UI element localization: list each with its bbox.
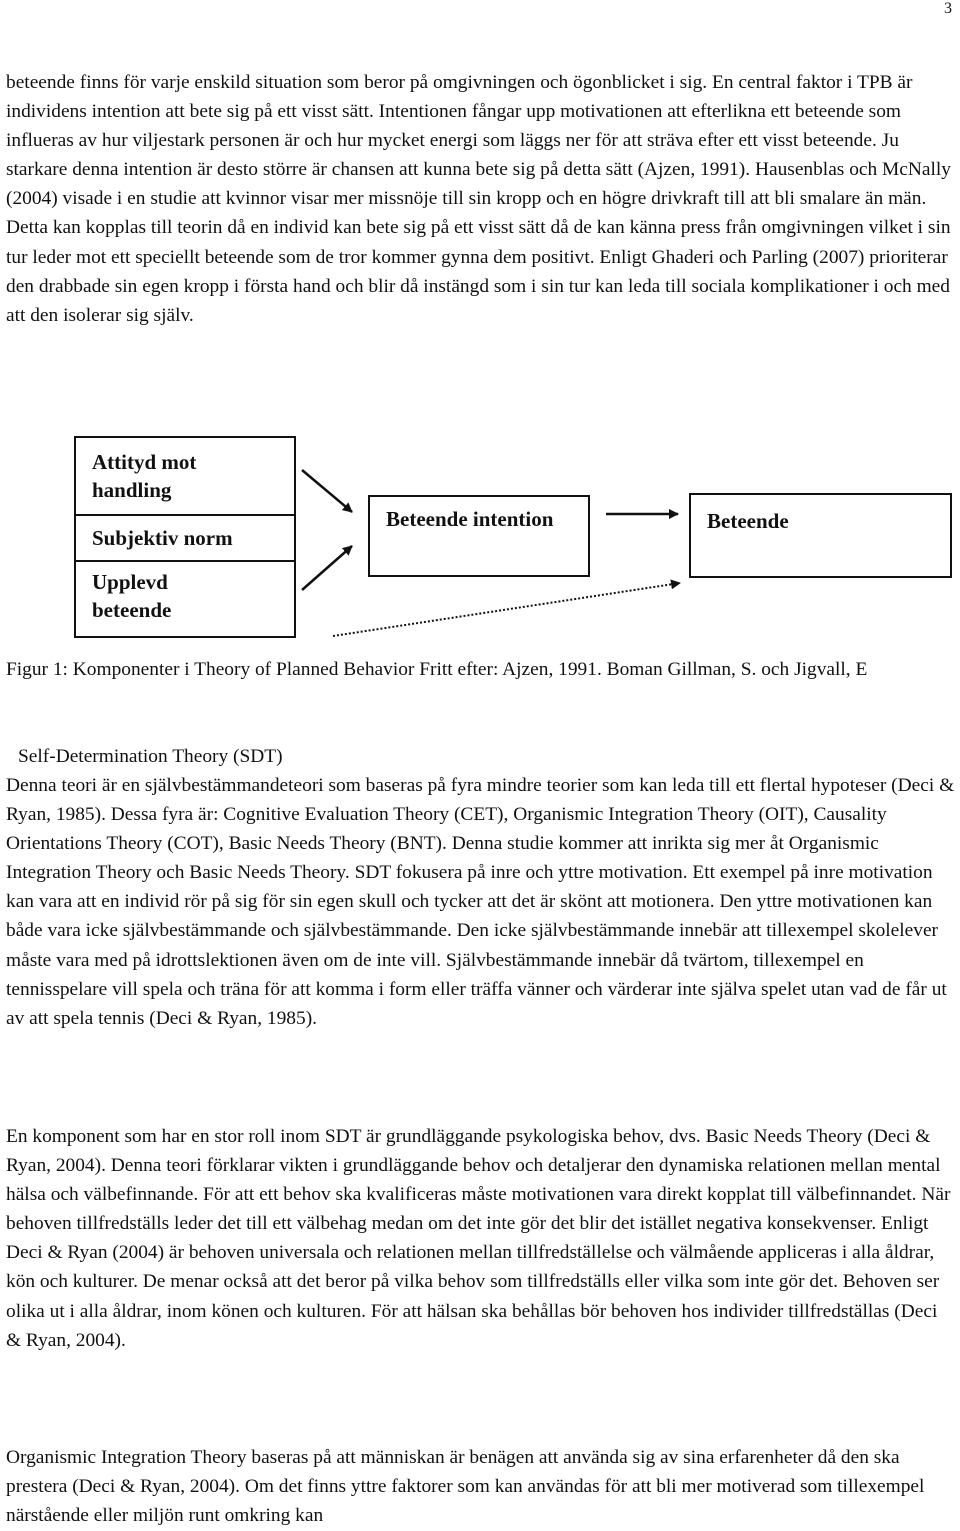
predictors-box [74, 436, 296, 638]
intention-box [368, 495, 590, 577]
figure-caption: Figur 1: Komponenter i Theory of Planned Behavior Fritt efter: Ajzen, 1991. Boman Gillman, S. och Jigvall, E [6, 659, 868, 680]
divider-top [76, 514, 294, 516]
arrow-upplevd-to-intention [302, 546, 352, 590]
upplevd-beteende-label: Upplevd beteende [92, 570, 172, 622]
paragraph-oit: Organismic Integration Theory baseras på att människan är benägen att använda sig av sina erfarenheter då den ska prestera (Deci & Ryan, 2004). Om det finns yttre faktorer som kan användas för att bli mer motiverad som tillexempel närstående eller miljön runt omkring kan [6, 1447, 925, 1527]
paragraph-tpb: beteende finns för varje enskild situation som beror på omgivningen och ögonblicket i sig. En central faktor i TPB är individens intention att bete sig på ett visst sätt. Intentionen fångar upp motivationen att efterlikna ett beteende som influeras av hur viljestark personen är och hur mycket energi som läggs ner för att sträva efter ett visst beteende. Ju starkare denna intention är desto större är chansen att kunna bete sig på detta sätt (Ajzen, 1991). Hausenblas och McNally (2004) visade i en studie att kvinnor visar mer missnöje till sin kropp och en högre drivkraft till att bli smalare än män. Detta kan kopplas till teorin då en individ kan bete sig på ett visst sätt då de kan känna press från omgivningen vilket i sin tur leder mot ett speciellt beteende som de tror kommer gynna dem positivt. Enligt Ghaderi och Parling (2007) prioriterar den drabbade sin egen kropp i första hand och blir då instängd som i sin tur kan leda till sociala komplikationer i och med att den isolerar sig själv. [6, 72, 951, 326]
intention-label: Beteende intention [386, 507, 554, 531]
behavior-label: Beteende [707, 509, 789, 533]
attityd-label: Attityd mot handling [92, 450, 197, 502]
section-heading-sdt: Self-Determination Theory (SDT) [18, 746, 283, 767]
divider-bottom [76, 560, 294, 562]
behavior-box [689, 493, 952, 578]
dotted-arrow-upplevd-to-behavior [333, 583, 680, 636]
page-number: 3 [944, 0, 952, 17]
arrow-attityd-to-intention [302, 470, 352, 512]
paragraph-basic-needs: En komponent som har en stor roll inom SDT är grundläggande psykologiska behov, dvs. Basic Needs Theory (Deci & Ryan, 2004). Denna teori förklarar vikten i grundläggande behov och detaljerar den dynamiska relationen mellan mental hälsa och välbefinnande. För att ett behov ska kvalificeras måste motivationen vara direkt kopplat till välbefinnandet. När behoven tillfredställs leder det till ett välbehag medan om det inte gör det blir det istället negativa konsekvenser. Enligt Deci & Ryan (2004) är behoven universala och relationen mellan tillfredställelse och välmående appliceras i alla åldrar, kön och kulturer. De menar också att det beror på vilka behov som tillfredställs eller vilka som inte gör det. Behoven ser olika ut i alla åldrar, inom könen och kulturen. För att hälsan ska behållas bör behoven hos individer tillfredställas (Deci & Ryan, 2004). [6, 1126, 951, 1351]
paragraph-sdt: Denna teori är en självbestämmandeteori som baseras på fyra mindre teorier som kan leda till ett flertal hypoteser (Deci & Ryan, 1985). Dessa fyra är: Cognitive Evaluation Theory (CET), Organismic Integration Theory (OIT), Causality Orientations Theory (COT), Basic Needs Theory (BNT). Denna studie kommer att inrikta sig mer åt Organismic Integration Theory och Basic Needs Theory. SDT fokusera på inre och yttre motivation. Ett exempel på inre motivation kan vara att en individ rör på sig för sin egen skull och tycker att det är skönt att motionera. Den yttre motivationen kan både vara icke självbestämmande och självbestämmande. Den icke självbestämmande innebär att tillexempel skolelever måste vara med på idrottslektionen även om de inte vill. Självbestämmande innebär då tvärtom, tillexempel en tennisspelare vill spela och träna för att komma i form eller träffa vänner och värderar inte själva spelet utan vad de får ut av att spela tennis (Deci & Ryan, 1985). [6, 775, 955, 1029]
subjektiv-norm-label: Subjektiv norm [92, 526, 233, 550]
